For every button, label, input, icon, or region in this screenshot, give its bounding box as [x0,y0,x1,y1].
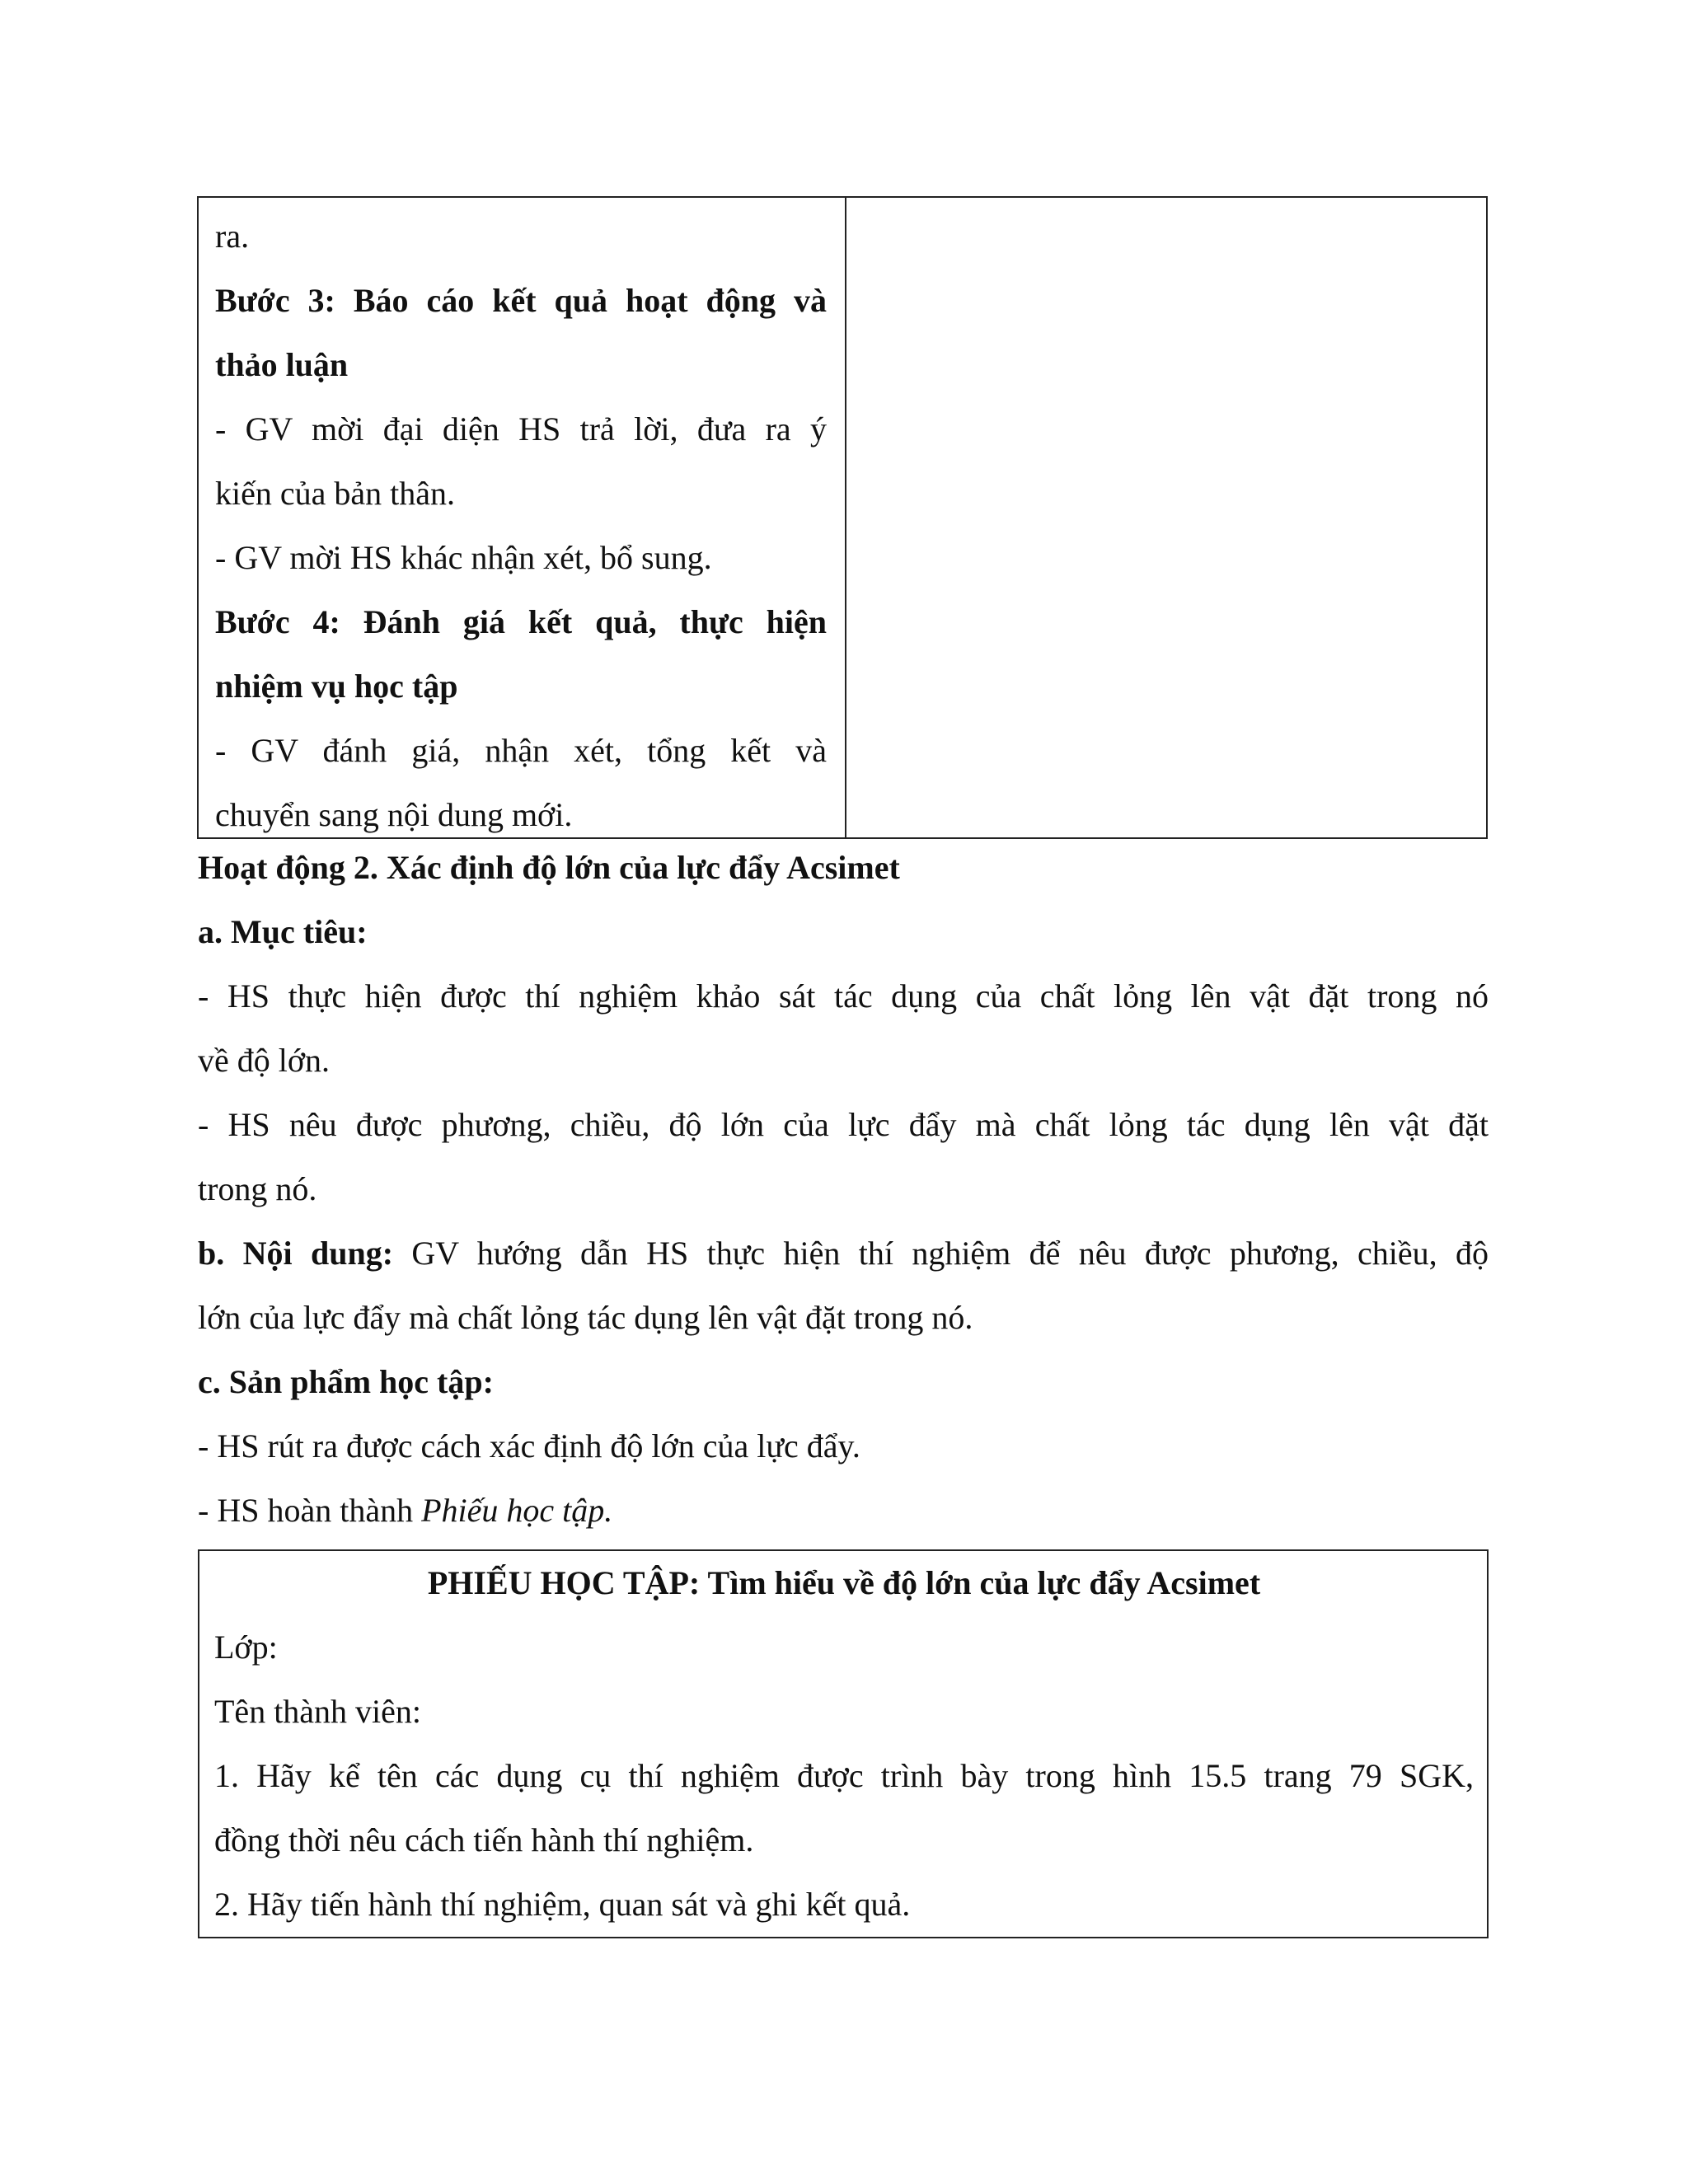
worksheet-class-label: Lớp: [214,1629,278,1666]
product-item-1: - HS rút ra được cách xác định độ lớn của lực đẩy. [198,1427,860,1465]
product-heading: c. Sản phẩm học tập: [198,1363,494,1400]
objective-item-1-cont: về độ lớn. [198,1042,331,1079]
table-column-divider [845,198,846,837]
content-paragraph [198,1221,1489,1286]
objective-item-2-cont: trong nó. [198,1170,317,1207]
worksheet-box [198,1549,1489,1938]
step3-item-1-cont: kiến của bản thân. [215,475,455,512]
product-item-2-prefix: - HS hoàn thành [198,1492,422,1529]
table-text-line: ra. [215,218,250,255]
activity-2-section [198,836,1489,1543]
step3-heading: Bước 3: Báo cáo kết quả hoạt động và [215,282,827,319]
worksheet-members-label: Tên thành viên: [214,1693,422,1730]
table-left-cell [215,204,827,847]
worksheet-question-1: 1. Hãy kể tên các dụng cụ thí nghiệm được trình bày trong hình 15.5 trang 79 SGK, [214,1757,1474,1794]
step3-item-2: - GV mời HS khác nhận xét, bổ sung. [215,539,712,576]
worksheet-question-1-cont: đồng thời nêu cách tiến hành thí nghiệm. [214,1821,754,1858]
activity-table [197,196,1488,839]
objective-item-1: - HS thực hiện được thí nghiệm khảo sát tác dụng của chất lỏng lên vật đặt trong nó [198,977,1489,1015]
step4-item-1: - GV đánh giá, nhận xét, tổng kết và [215,732,827,769]
worksheet-title: PHIẾU HỌC TẬP: Tìm hiểu về độ lớn của lực đẩy Acsimet [427,1564,1261,1601]
content-text: GV hướng dẫn HS thực hiện thí nghiệm để nêu được phương, chiều, độ [393,1235,1489,1272]
worksheet-reference: Phiếu học tập. [421,1492,613,1529]
step3-item-1: - GV mời đại diện HS trả lời, đưa ra ý [215,410,827,448]
content-label: b. Nội dung: [198,1235,394,1272]
content-paragraph-cont: lớn của lực đẩy mà chất lỏng tác dụng lên vật đặt trong nó. [198,1299,973,1336]
product-item-2 [198,1479,1489,1543]
step4-heading: Bước 4: Đánh giá kết quả, thực hiện [215,603,827,640]
activity-title: Hoạt động 2. Xác định độ lớn của lực đẩy Acsimet [198,849,900,886]
step4-item-1-cont: chuyển sang nội dung mới. [215,796,573,833]
worksheet-content [214,1551,1474,1937]
step4-heading-cont: nhiệm vụ học tập [215,668,458,705]
objective-item-2: - HS nêu được phương, chiều, độ lớn của lực đẩy mà chất lỏng tác dụng lên vật đặt [198,1106,1489,1143]
step3-heading-cont: thảo luận [215,346,349,383]
worksheet-question-2: 2. Hãy tiến hành thí nghiệm, quan sát và ghi kết quả. [214,1886,911,1923]
objective-heading: a. Mục tiêu: [198,913,368,950]
